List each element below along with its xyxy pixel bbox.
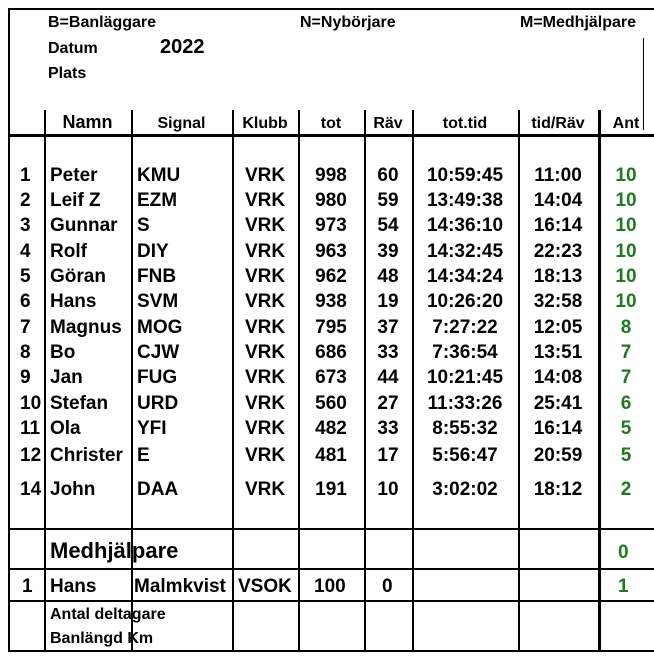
- cell-rav: 44: [377, 367, 399, 388]
- cell-ant: 10: [615, 241, 637, 262]
- cell-signal: DAA: [137, 479, 179, 500]
- cell-tot: 963: [315, 241, 347, 262]
- cell-tottid: 5:56:47: [432, 445, 498, 466]
- cell-tot: 973: [315, 215, 347, 236]
- cell-tot: 795: [315, 317, 347, 338]
- cell-club: VRK: [244, 241, 286, 262]
- cell-signal: FUG: [137, 367, 178, 388]
- cell-tot: 191: [315, 479, 347, 500]
- col-header-rav: Räv: [373, 115, 403, 132]
- cell-ant: 10: [615, 291, 637, 312]
- cell-signal: MOG: [137, 317, 183, 338]
- cell-name: Stefan: [50, 393, 109, 414]
- helpers-separator-top: [8, 528, 654, 530]
- helper-tot: 100: [314, 576, 346, 597]
- datum-label: Datum: [48, 40, 98, 57]
- cell-club: VRK: [244, 418, 286, 439]
- legend-nyborjare: N=Nybörjare: [300, 14, 396, 31]
- col-header-signal: Signal: [157, 115, 206, 132]
- row-rank: 11: [20, 418, 41, 439]
- row-rank: 14: [20, 479, 42, 500]
- cell-signal: EZM: [137, 190, 178, 211]
- helper-club: VSOK: [238, 576, 292, 597]
- cell-tottid: 10:21:45: [426, 367, 504, 388]
- col-header-ant: Ant: [612, 115, 640, 132]
- cell-tidrav: 12:05: [533, 317, 583, 338]
- cell-ant: 10: [615, 190, 637, 211]
- cell-signal: S: [137, 215, 150, 236]
- cell-rav: 19: [377, 291, 399, 312]
- header-separator: [8, 134, 654, 137]
- cell-ant: 10: [615, 215, 637, 236]
- helpers-title-ant: 0: [618, 542, 629, 563]
- cell-tidrav: 16:14: [533, 418, 583, 439]
- row-rank: 1: [20, 165, 31, 186]
- cell-tottid: 11:33:26: [427, 393, 503, 414]
- cell-tidrav: 16:14: [533, 215, 583, 236]
- cell-club: VRK: [244, 215, 286, 236]
- datum-value: 2022: [160, 36, 205, 58]
- cell-name: Magnus: [50, 317, 122, 338]
- cell-name: John: [50, 479, 96, 500]
- cell-name: Leif Z: [50, 190, 101, 211]
- helper-name: Hans: [50, 576, 97, 597]
- cell-rav: 48: [377, 266, 399, 287]
- cell-club: VRK: [244, 342, 286, 363]
- cell-tidrav: 14:04: [533, 190, 583, 211]
- cell-signal: KMU: [137, 165, 181, 186]
- cell-tottid: 10:26:20: [426, 291, 504, 312]
- helpers-separator-mid: [8, 568, 654, 570]
- cell-rav: 59: [377, 190, 399, 211]
- cell-club: VRK: [244, 317, 286, 338]
- plats-label: Plats: [48, 65, 87, 82]
- cell-signal: CJW: [137, 342, 180, 363]
- cell-rav: 17: [377, 445, 399, 466]
- border-left: [8, 8, 10, 652]
- col-header-klubb: Klubb: [242, 115, 288, 132]
- cell-tot: 560: [315, 393, 347, 414]
- cell-tot: 481: [315, 445, 347, 466]
- row-rank: 9: [20, 367, 31, 388]
- cell-ant: 10: [615, 266, 637, 287]
- cell-club: VRK: [244, 367, 286, 388]
- row-rank: 8: [20, 342, 31, 363]
- row-rank: 6: [20, 291, 31, 312]
- cell-ant: 6: [620, 393, 632, 414]
- cell-tot: 482: [315, 418, 347, 439]
- cell-club: VRK: [244, 393, 286, 414]
- cell-name: Gunnar: [50, 215, 118, 236]
- cell-club: VRK: [244, 165, 286, 186]
- cell-tot: 980: [315, 190, 347, 211]
- cell-tidrav: 18:12: [533, 479, 583, 500]
- cell-rav: 54: [377, 215, 399, 236]
- cell-club: VRK: [244, 479, 286, 500]
- cell-tottid: 7:36:54: [432, 342, 498, 363]
- cell-signal: E: [137, 445, 150, 466]
- cell-ant: 7: [620, 342, 632, 363]
- cell-tot: 938: [315, 291, 347, 312]
- cell-tottid: 8:55:32: [432, 418, 498, 439]
- cell-tidrav: 14:08: [533, 367, 583, 388]
- cell-name: Rolf: [50, 241, 87, 262]
- cell-club: VRK: [244, 291, 286, 312]
- cell-club: VRK: [244, 190, 286, 211]
- col-header-namn: Namn: [62, 112, 113, 132]
- cell-club: VRK: [244, 266, 286, 287]
- cell-tidrav: 13:51: [533, 342, 583, 363]
- cell-tottid: 7:27:22: [432, 317, 498, 338]
- cell-rav: 37: [377, 317, 399, 338]
- cell-signal: DIY: [137, 241, 169, 262]
- cell-tot: 686: [315, 342, 347, 363]
- border-top: [8, 8, 654, 10]
- cell-tidrav: 11:00: [534, 165, 582, 186]
- cell-rav: 27: [377, 393, 399, 414]
- helper-rav: 0: [382, 576, 393, 597]
- cell-name: Peter: [50, 165, 98, 186]
- col-header-tottid: tot.tid: [442, 115, 488, 132]
- cell-signal: SVM: [137, 291, 179, 312]
- helper-rank: 1: [22, 576, 33, 597]
- border-bottom: [8, 650, 654, 652]
- cell-tottid: 14:32:45: [426, 241, 504, 262]
- cell-tot: 998: [315, 165, 347, 186]
- row-rank: 10: [20, 393, 42, 414]
- cell-tot: 962: [315, 266, 347, 287]
- antal-deltagare-label: Antal deltagare: [50, 606, 166, 623]
- cell-rav: 60: [377, 165, 399, 186]
- cell-tidrav: 20:59: [533, 445, 583, 466]
- cell-ant: 10: [615, 165, 637, 186]
- helper-signal: Malmkvist: [134, 576, 226, 597]
- row-rank: 4: [20, 241, 31, 262]
- right-edge-line: [643, 38, 644, 130]
- col-header-tot: tot: [320, 115, 342, 132]
- cell-ant: 5: [620, 418, 632, 439]
- cell-name: Christer: [50, 445, 123, 466]
- cell-rav: 33: [377, 342, 399, 363]
- cell-ant: 7: [620, 367, 632, 388]
- helpers-title: Medhjälpare: [50, 538, 179, 563]
- cell-rav: 39: [377, 241, 399, 262]
- cell-name: Ola: [50, 418, 81, 439]
- banlangd-label: Banlängd Km: [50, 630, 154, 647]
- cell-tidrav: 32:58: [533, 291, 583, 312]
- cell-name: Göran: [50, 266, 106, 287]
- cell-name: Hans: [50, 291, 97, 312]
- row-rank: 12: [20, 445, 42, 466]
- cell-signal: FNB: [137, 266, 177, 287]
- cell-tottid: 14:34:24: [426, 266, 504, 287]
- cell-rav: 10: [377, 479, 399, 500]
- cell-tidrav: 22:23: [533, 241, 583, 262]
- cell-rav: 33: [377, 418, 399, 439]
- cell-tottid: 14:36:10: [426, 215, 504, 236]
- helper-ant: 1: [618, 576, 629, 597]
- cell-signal: URD: [137, 393, 179, 414]
- row-rank: 5: [20, 266, 31, 287]
- col-header-tidrav: tid/Räv: [531, 115, 585, 132]
- row-rank: 7: [20, 317, 31, 338]
- legend-medhjalpare: M=Medhjälpare: [520, 14, 637, 31]
- cell-name: Jan: [50, 367, 83, 388]
- cell-tottid: 13:49:38: [426, 190, 504, 211]
- cell-ant: 2: [620, 479, 632, 500]
- cell-tottid: 10:59:45: [426, 165, 504, 186]
- cell-ant: 8: [620, 317, 632, 338]
- cell-tot: 673: [315, 367, 347, 388]
- row-rank: 2: [20, 190, 31, 211]
- cell-tidrav: 25:41: [533, 393, 583, 414]
- helpers-separator-bottom: [8, 600, 654, 602]
- row-rank: 3: [20, 215, 31, 236]
- cell-tidrav: 18:13: [533, 266, 583, 287]
- cell-club: VRK: [244, 445, 286, 466]
- legend-banlaggare: B=Banläggare: [48, 14, 157, 31]
- cell-ant: 5: [620, 445, 632, 466]
- cell-tottid: 3:02:02: [432, 479, 498, 500]
- cell-name: Bo: [50, 342, 76, 363]
- cell-signal: YFI: [137, 418, 167, 439]
